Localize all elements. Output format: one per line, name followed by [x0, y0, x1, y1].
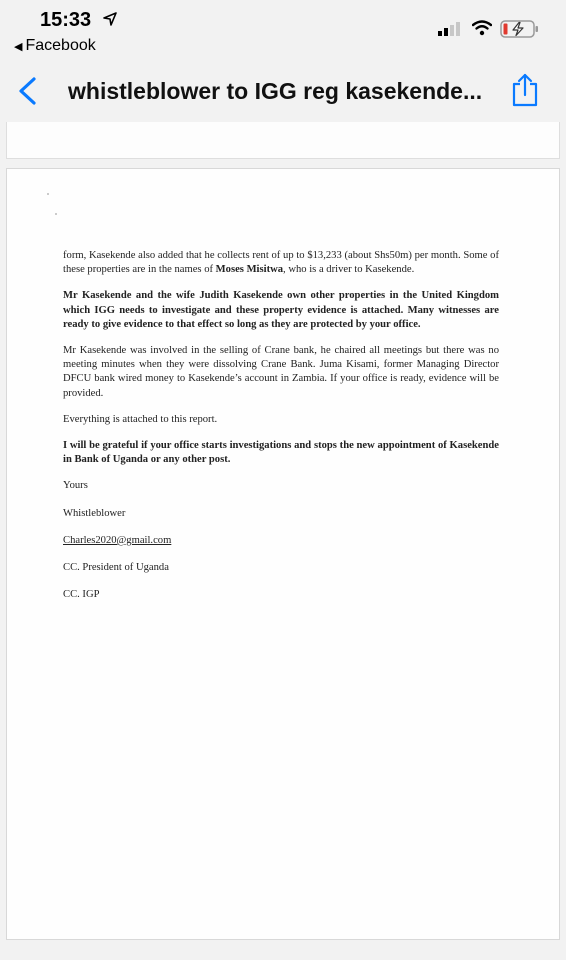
- previous-page-edge: [6, 122, 560, 159]
- share-icon[interactable]: [510, 72, 540, 113]
- paragraph-rent: [63, 249, 499, 277]
- back-to-app-link[interactable]: [14, 37, 96, 55]
- paragraph-request: I will be grateful if your office starts investigations and stops the new appointment of Kasekende in Bank of Uganda or any other post.: [63, 440, 499, 466]
- document-body: [63, 249, 499, 615]
- status-bar: [0, 0, 566, 54]
- clock-time: 15:33: [40, 9, 92, 31]
- scan-speck: [55, 213, 57, 215]
- scan-speck: [47, 193, 49, 195]
- paragraph-uk-properties: Mr Kasekende and the wife Judith Kasekende own other properties in the United Kingdom which IGG needs to investigate and these property evidence is attached. Many witnesses are ready to give evidence to that effect so long as they are protected by your office.: [63, 290, 499, 330]
- page-title: whistleblower to IGG reg kasekende...: [68, 78, 483, 104]
- paragraph-attached: Everything is attached to this report.: [63, 413, 218, 425]
- battery-charging-icon: [500, 20, 540, 43]
- paragraph-crane-bank: Mr Kasekende was involved in the selling of Crane bank, he chaired all meetings but there was no meeting minutes when they were dissolving Crane Bank. Juma Kisami, former Managing Director DFCU bank wired money to Kasekende’s account in Zambia. If your office is ready, evidence will be provided.: [63, 345, 499, 399]
- document-page[interactable]: [6, 168, 560, 940]
- email-link[interactable]: Charles2020@gmail.com: [63, 534, 172, 546]
- location-arrow-icon: [103, 12, 117, 31]
- closing-line: Yours: [63, 480, 88, 492]
- paragraph-rent-part-1: form, Kasekende also added that he collects rent of up to $13,233 (about Shs50m) per month. Some of these properties are in the names of: [63, 250, 499, 276]
- paragraph-rent-name: Moses Misitwa: [215, 264, 284, 276]
- signature-line: Whistleblower: [63, 507, 126, 519]
- back-app-label: Facebook: [25, 37, 96, 54]
- paragraph-rent-part-2: , who is a driver to Kasekende.: [283, 264, 415, 276]
- back-triangle-icon: ◀: [14, 41, 23, 53]
- cc-igp: CC. IGP: [63, 589, 100, 601]
- back-chevron-icon[interactable]: [16, 76, 38, 111]
- cellular-signal-icon: [438, 22, 460, 41]
- wifi-icon: [472, 20, 492, 41]
- cc-president: CC. President of Uganda: [63, 562, 169, 574]
- navigation-bar: [0, 62, 566, 122]
